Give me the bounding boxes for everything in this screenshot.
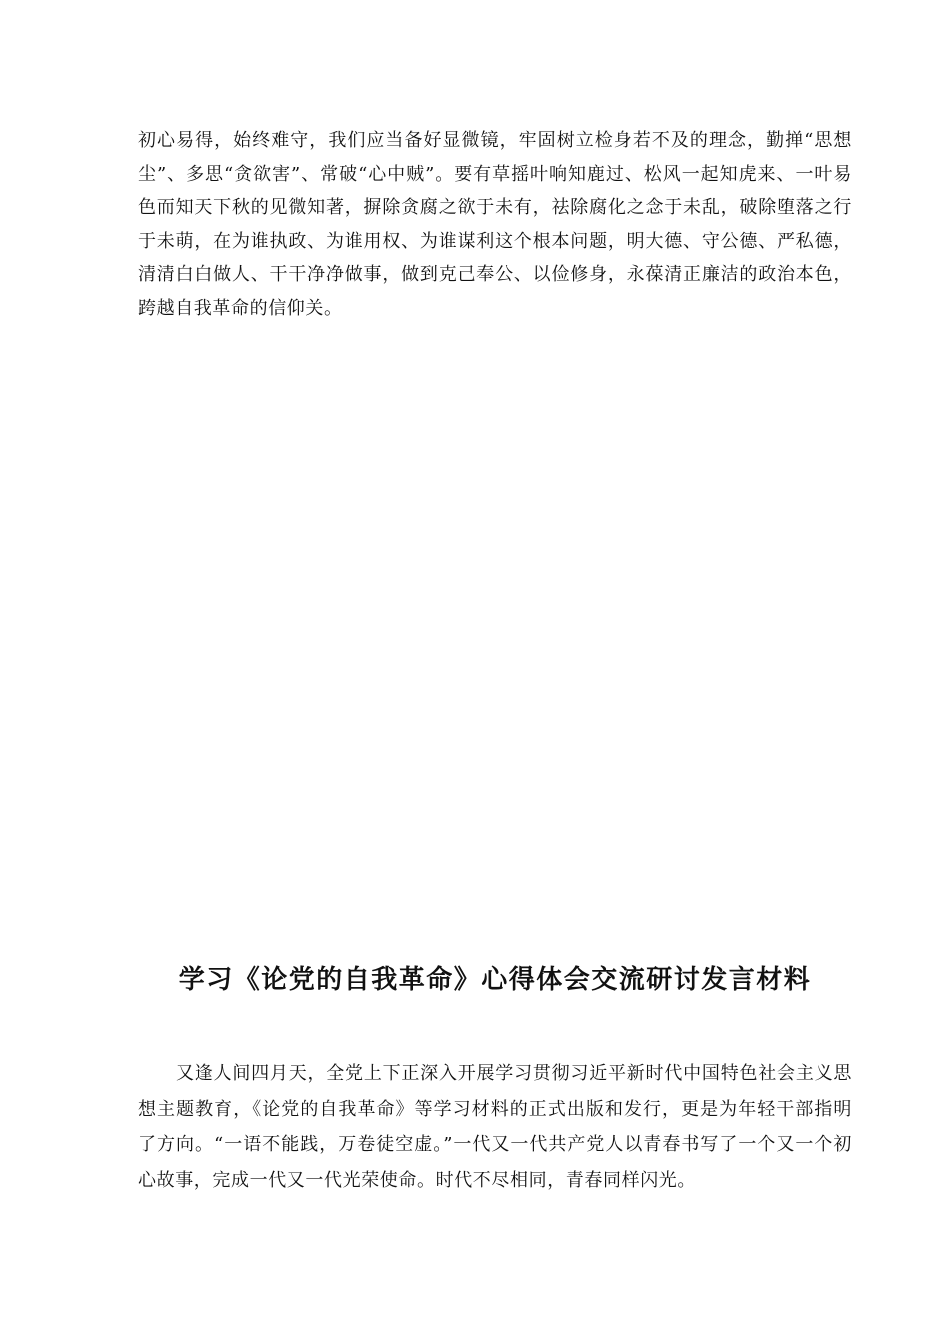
continued-paragraph: 初心易得，始终难守，我们应当备好显微镜，牢固树立检身若不及的理念，勤掸“思想尘”、多思“贪欲害”、常破“心中贼”。要有草摇叶响知鹿过、松风一起知虎来、一叶易色而知天下秋的见微知著，摒除贪腐之欲于未有，祛除腐化之念于未乱，破除堕落之行于未萌，在为谁执政、为谁用权、为谁谋利这个根本问题，明大德、守公德、严私德，清清白白做人、干干净净做事，做到克己奉公、以俭修身，永葆清正廉洁的政治本色，跨越自我革命的信仰关。 (138, 130, 852, 319)
opening-paragraph: 又逢人间四月天，全党上下正深入开展学习贯彻习近平新时代中国特色社会主义思想主题教育，《论党的自我革命》等学习材料的正式出版和发行，更是为年轻干部指明了方向。“一语不能践，万卷徒空虚。”一代又一代共产党人以青春书写了一个又一个初心故事，完成一代又一代光荣使命。时代不尽相同，青春同样闪光。 (138, 1063, 852, 1191)
document-title: 学习《论党的自我革命》心得体会交流研讨发言材料 (178, 965, 812, 995)
